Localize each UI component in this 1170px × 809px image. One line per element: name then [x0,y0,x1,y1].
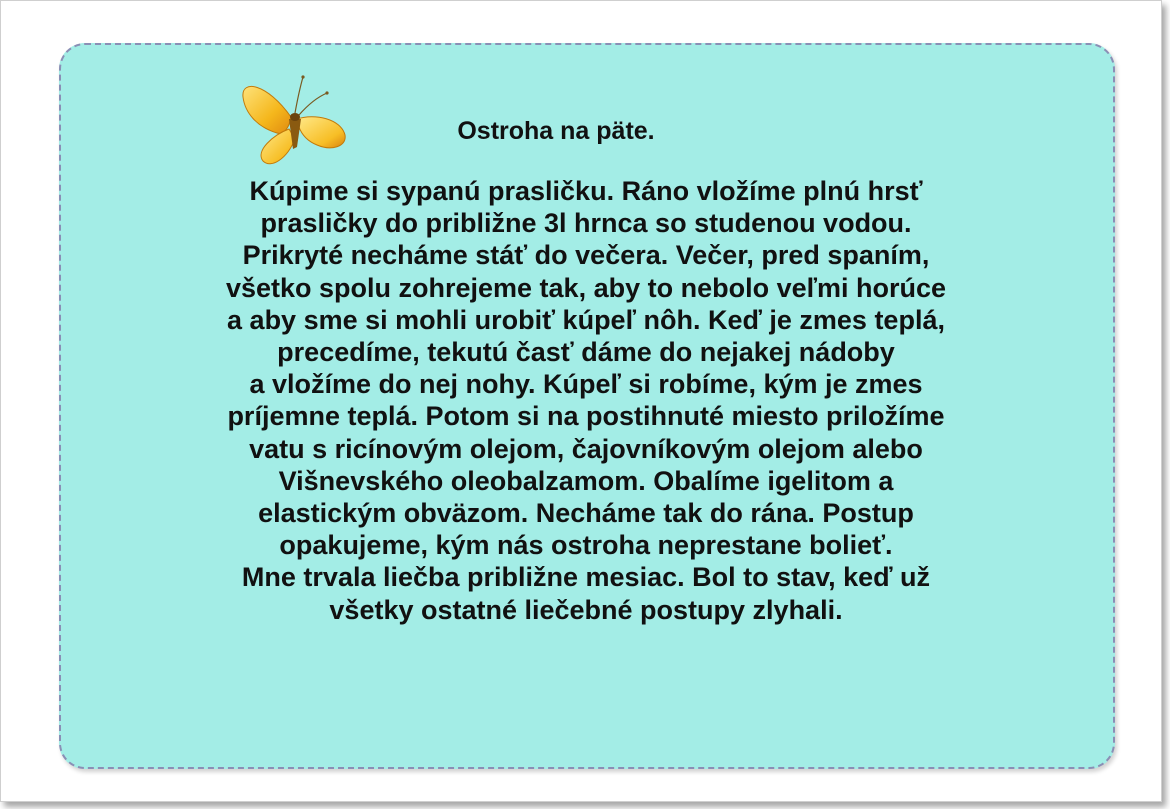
text-line: Kúpime si sypanú prasličku. Ráno vložíme plnú hrsť [249,176,923,206]
text-line: a aby sme si mohli urobiť kúpeľ nôh. Keď je zmes teplá, [227,304,945,335]
text-line: všetko spolu zohrejeme tak, aby to nebolo veľmi horúce [225,272,947,303]
text-line: prasličky do približne 3l hrnca so studenou vodou. [260,208,912,239]
text-line: Višnevského oleobalzamom. Obalíme igelitom a [278,465,894,496]
remedy-text [71,175,1101,626]
text-line: príjemne teplá. Potom si na postihnuté miesto priložíme [227,401,945,432]
text-line: Mne trvala liečba približne mesiac. Bol to stav, keď už [241,562,931,593]
text-line: Prikryté necháme stáť do večera. Večer, pred spaním, [242,240,930,271]
text-line: elastickým obväzom. Necháme tak do rána. Postup [258,498,914,529]
page-title [1,117,1111,146]
text-line: všetky ostatné liečebné postupy zlyhali. [329,594,843,625]
text-line: a vložíme do nej nohy. Kúpeľ si robíme, kým je zmes [249,369,923,400]
text-line: precedíme, tekutú časť dáme do nejakej nádoby [277,337,895,368]
title-text: Ostroha na päte. [457,117,655,145]
text-line: opakujeme, kým nás ostroha neprestane bolieť. [279,530,893,561]
text-line: vatu s ricínovým olejom, čajovníkovým olejom alebo [249,433,923,464]
